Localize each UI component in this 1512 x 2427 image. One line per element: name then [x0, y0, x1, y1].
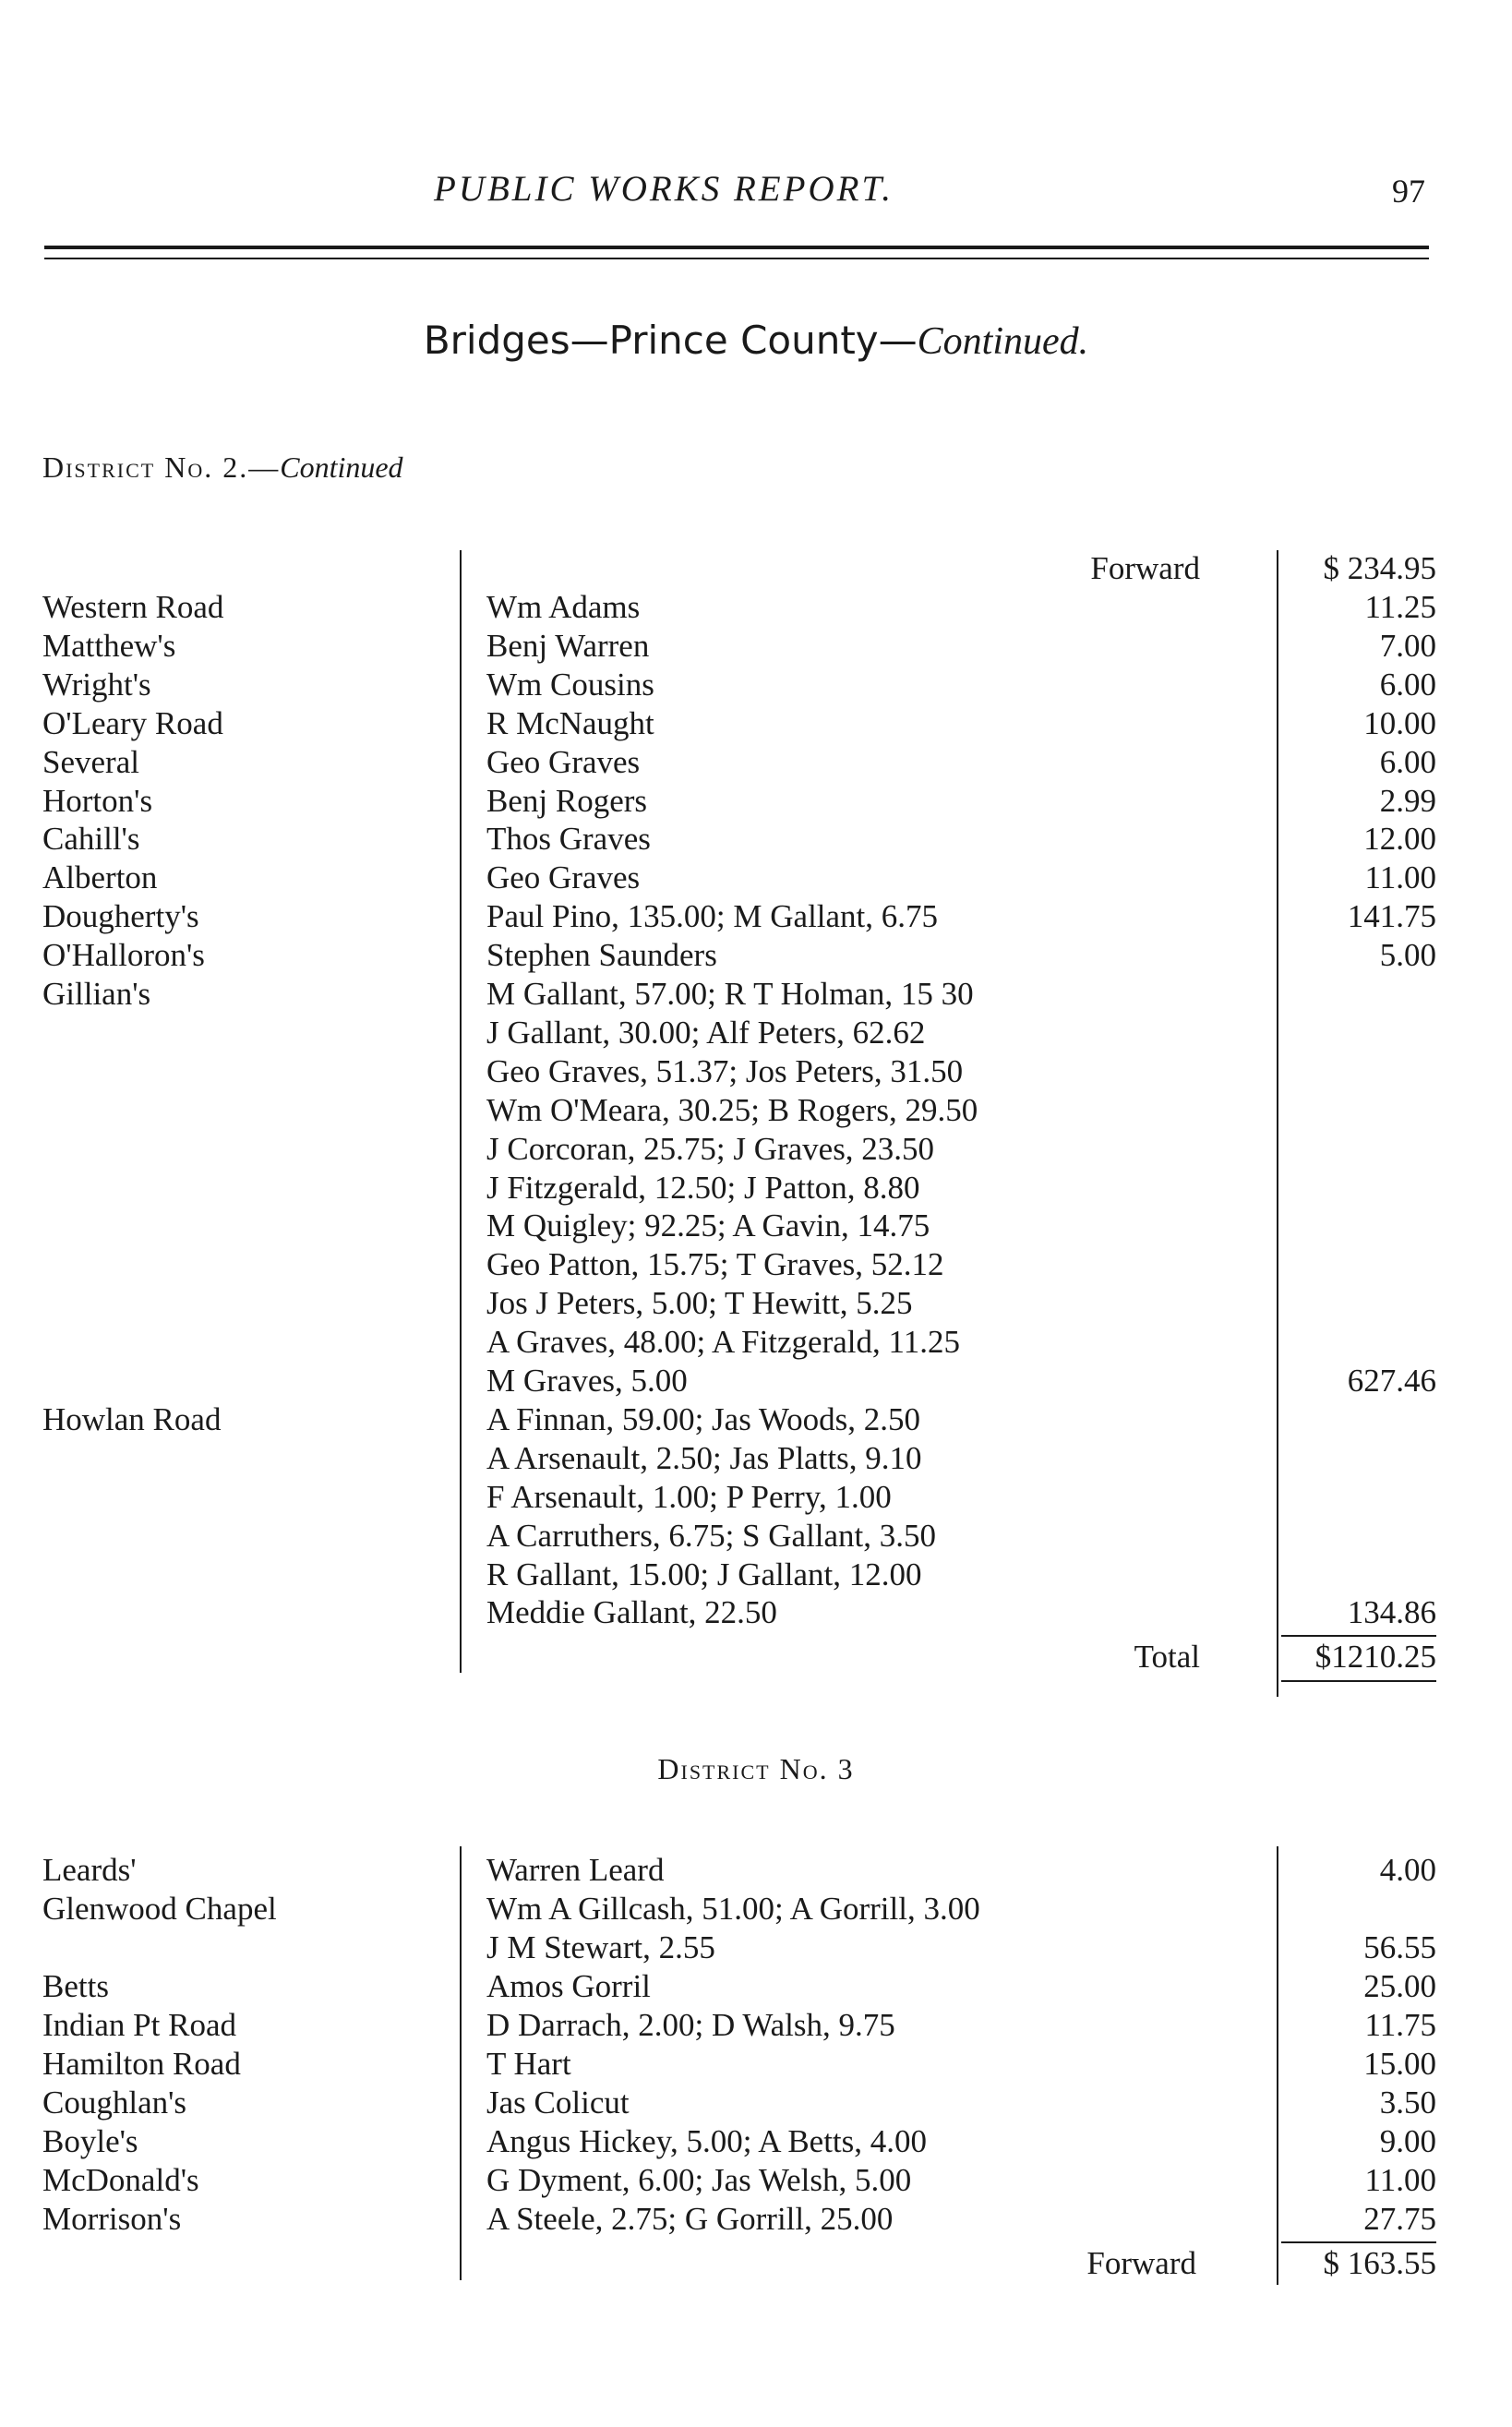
district-2-label-text: District No. 2.— — [42, 451, 281, 484]
district-3-forward-amount: $ 163.55 — [1323, 2245, 1436, 2281]
page-number: 97 — [1392, 173, 1425, 210]
payee-cell: Wm Adams — [486, 589, 641, 625]
amount-cell: 15.00 — [1363, 2046, 1436, 2082]
amount-cell: 11.75 — [1364, 2007, 1436, 2043]
amount-cell: 56.55 — [1363, 1929, 1436, 1965]
payee-cell: G Dyment, 6.00; Jas Welsh, 5.00 — [486, 2162, 912, 2198]
payee-cell: R Gallant, 15.00; J Gallant, 12.00 — [486, 1556, 922, 1592]
district-2-column-rule-right — [1277, 550, 1278, 1697]
location-cell: Western Road — [42, 589, 224, 625]
amount-cell: 141.75 — [1347, 898, 1436, 935]
payee-cell: A Finnan, 59.00; Jas Woods, 2.50 — [486, 1400, 921, 1437]
location-cell: Hamilton Road — [42, 2046, 241, 2082]
payee-cell: T Hart — [486, 2046, 571, 2082]
payee-cell: M Graves, 5.00 — [486, 1363, 688, 1399]
payee-cell: Wm O'Meara, 30.25; B Rogers, 29.50 — [486, 1091, 978, 1128]
amount-cell: 6.00 — [1379, 743, 1436, 780]
location-cell: Cahill's — [42, 821, 140, 858]
payee-cell: Geo Graves — [486, 743, 641, 780]
amount-cell: 7.00 — [1379, 627, 1436, 664]
payee-cell: Benj Rogers — [486, 782, 648, 819]
payee-cell: Geo Graves, 51.37; Jos Peters, 31.50 — [486, 1052, 964, 1089]
section-title-continued: Continued. — [917, 320, 1089, 363]
section-title — [0, 318, 1512, 364]
amount-cell: 11.00 — [1364, 2162, 1436, 2198]
district-2-total-amount: $1210.25 — [1314, 1639, 1436, 1676]
section-title-text: Bridges—Prince County— — [423, 318, 918, 363]
payee-cell: J Gallant, 30.00; Alf Peters, 62.62 — [486, 1014, 926, 1051]
payee-cell: Jos J Peters, 5.00; T Hewitt, 5.25 — [486, 1285, 913, 1322]
header-rule-thick — [44, 246, 1429, 249]
location-cell: Gillian's — [42, 976, 151, 1012]
amount-cell: 627.46 — [1347, 1363, 1436, 1399]
location-cell: Indian Pt Road — [42, 2007, 236, 2043]
payee-cell: Wm Cousins — [486, 666, 654, 703]
amount-cell: 11.00 — [1364, 859, 1436, 896]
location-cell: Glenwood Chapel — [42, 1891, 277, 1927]
amount-cell: 3.50 — [1379, 2085, 1436, 2121]
district-2-total-rule — [1281, 1680, 1436, 1682]
amount-cell: 10.00 — [1363, 704, 1436, 741]
location-cell: Betts — [42, 1968, 109, 2004]
payee-cell: Thos Graves — [486, 821, 651, 858]
location-cell: Howlan Road — [42, 1400, 222, 1437]
amount-cell: 27.75 — [1363, 2201, 1436, 2237]
payee-cell: A Graves, 48.00; A Fitzgerald, 11.25 — [486, 1324, 960, 1361]
location-cell: Several — [42, 743, 139, 780]
payee-cell: Warren Leard — [486, 1852, 665, 1888]
district-3-subtotal-rule — [1281, 2241, 1436, 2243]
location-cell: McDonald's — [42, 2162, 199, 2198]
payee-cell: Stephen Saunders — [486, 937, 717, 974]
location-cell: Alberton — [42, 859, 158, 896]
district-2-subtotal-rule — [1281, 1635, 1436, 1637]
location-cell: Dougherty's — [42, 898, 199, 935]
payee-cell: Amos Gorril — [486, 1968, 651, 2004]
location-cell: Morrison's — [42, 2201, 182, 2237]
district-2-forward-amount: $ 234.95 — [1323, 550, 1436, 586]
district-2-column-rule-left — [460, 550, 462, 1673]
district-3-forward-label: Forward — [1086, 2245, 1196, 2281]
district-2-total-label: Total — [1134, 1639, 1200, 1676]
location-cell: Wright's — [42, 666, 151, 703]
payee-cell: Jas Colicut — [486, 2085, 630, 2121]
location-cell: O'Halloron's — [42, 937, 205, 974]
payee-cell: M Quigley; 92.25; A Gavin, 14.75 — [486, 1207, 930, 1244]
amount-cell: 2.99 — [1379, 782, 1436, 819]
payee-cell: Angus Hickey, 5.00; A Betts, 4.00 — [486, 2123, 928, 2159]
amount-cell: 4.00 — [1379, 1852, 1436, 1888]
amount-cell: 134.86 — [1347, 1594, 1436, 1631]
amount-cell: 6.00 — [1379, 666, 1436, 703]
payee-cell: M Gallant, 57.00; R T Holman, 15 30 — [486, 976, 974, 1012]
location-cell: Horton's — [42, 782, 153, 819]
payee-cell: F Arsenault, 1.00; P Perry, 1.00 — [486, 1478, 892, 1515]
payee-cell: J Fitzgerald, 12.50; J Patton, 8.80 — [486, 1169, 920, 1206]
payee-cell: Geo Patton, 15.75; T Graves, 52.12 — [486, 1246, 944, 1283]
payee-cell: R McNaught — [486, 704, 654, 741]
amount-cell: 9.00 — [1379, 2123, 1436, 2159]
district-3-column-rule-right — [1277, 1846, 1278, 2285]
location-cell: Coughlan's — [42, 2085, 187, 2121]
running-title: PUBLIC WORKS REPORT. — [434, 169, 894, 209]
district-2-label-continued: Continued — [280, 451, 403, 484]
payee-cell: A Carruthers, 6.75; S Gallant, 3.50 — [486, 1517, 937, 1554]
location-cell: Leards' — [42, 1852, 137, 1888]
amount-cell: 5.00 — [1379, 937, 1436, 974]
header-rule-thin — [44, 258, 1429, 259]
payee-cell: Meddie Gallant, 22.50 — [486, 1594, 777, 1631]
amount-cell: 12.00 — [1363, 821, 1436, 858]
district-3-column-rule-left — [460, 1846, 462, 2280]
payee-cell: Wm A Gillcash, 51.00; A Gorrill, 3.00 — [486, 1891, 980, 1927]
amount-cell: 25.00 — [1363, 1968, 1436, 2004]
payee-cell: J M Stewart, 2.55 — [486, 1929, 715, 1965]
location-cell: Matthew's — [42, 627, 176, 664]
payee-cell: J Corcoran, 25.75; J Graves, 23.50 — [486, 1130, 935, 1167]
payee-cell: D Darrach, 2.00; D Walsh, 9.75 — [486, 2007, 895, 2043]
district-2-forward-label: Forward — [1090, 550, 1200, 586]
amount-cell: 11.25 — [1364, 589, 1436, 625]
payee-cell: Benj Warren — [486, 627, 650, 664]
payee-cell: Paul Pino, 135.00; M Gallant, 6.75 — [486, 898, 939, 935]
location-cell: Boyle's — [42, 2123, 138, 2159]
payee-cell: Geo Graves — [486, 859, 641, 896]
location-cell: O'Leary Road — [42, 704, 223, 741]
district-3-label: District No. 3 — [657, 1752, 855, 1785]
payee-cell: A Arsenault, 2.50; Jas Platts, 9.10 — [486, 1439, 922, 1476]
payee-cell: A Steele, 2.75; G Gorrill, 25.00 — [486, 2201, 894, 2237]
district-2-label — [42, 451, 403, 485]
